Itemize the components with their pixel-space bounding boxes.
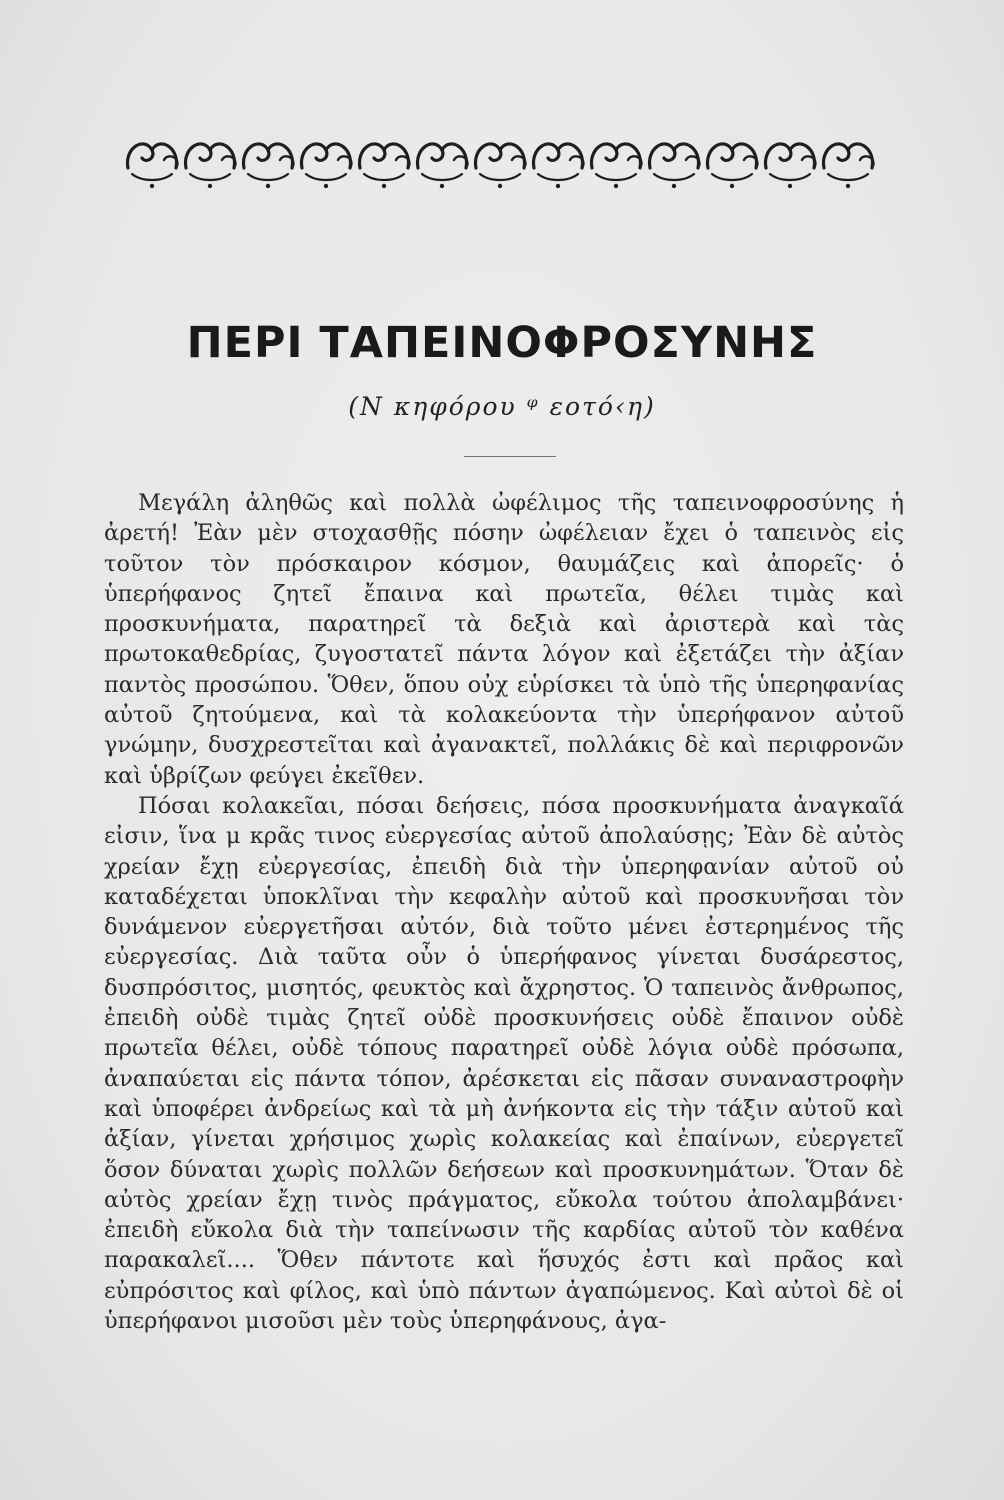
article-body (104, 488, 904, 1336)
body-paragraph-2: Πόσαι κολακεῖαι, πόσαι δεήσεις, πόσα προσκυνήματα ἀναγκαῖά εἰσιν, ἵνα μ κρᾶς τινος εὐεργεσίας αὐτοῦ ἀπολαύσῃς; Ἐὰν δὲ αὐτὸς χρείαν ἔχῃ εὐεργεσίας, ἐπειδὴ διὰ τὴν ὑπερηφανίαν αὐτοῦ οὐ καταδέχεται ὑποκλῖναι τὴν κεφαλὴν αὐτοῦ καὶ προσκυνῆσαι τὸν δυνάμενον εὐεργετῆσαι αὐτόν, διὰ τοῦτο μένει ἐστερημένος τῆς εὐεργεσίας. Διὰ ταῦτα οὖν ὁ ὑπερήφανος γίνεται δυσάρεστος, δυσπρόσιτος, μισητός, φευκτὸς καὶ ἄχρηστος. Ὁ ταπεινὸς ἄνθρωπος, ἐπειδὴ οὐδὲ τιμὰς ζητεῖ οὐδὲ προσκυνήσεις οὐδὲ ἔπαινον οὐδὲ πρωτεῖα θέλει, οὐδὲ τόπους παρατηρεῖ οὐδὲ λόγια οὐδὲ πρόσωπα, ἀναπαύεται εἰς πάντα τόπον, ἀρέσκεται εἰς πᾶσαν συναναστροφὴν καὶ ὑποφέρει ἀνδρείως καὶ τὰ μὴ ἀνήκοντα εἰς τὴν τάξιν αὐτοῦ καὶ ἀξίαν, γίνεται χρήσιμος χωρὶς κολακείας καὶ ἐπαίνων, εὐεργετεῖ ὅσον δύναται χωρὶς πολλῶν δεήσεων καὶ προσκυνημάτων. Ὅταν δὲ αὐτὸς χρείαν ἔχῃ τινὸς πράγματος, εὔκολα τούτου ἀπολαμβάνει· ἐπειδὴ εὔκολα διὰ τὴν ταπείνωσιν τῆς καρδίας αὐτοῦ τὸν καθένα παρακαλεῖ.... Ὅθεν πάντοτε καὶ ἥσυχός ἐστι καὶ πρᾶος καὶ εὐπρόσιτος καὶ φίλος, καὶ ὑπὸ πάντων ἀγαπώμενος. Καὶ αὐτοὶ δὲ οἱ ὑπερήφανοι μισοῦσι μὲν τοὺς ὑπερηφάνους, ἀγα- (104, 792, 904, 1335)
article-author: (Ν κηφόρου ᵠ εοτό‹η) (348, 392, 656, 421)
article-title: ΠΕΡΙ ΤΑΠΕΙΝΟΦΡΟΣΥΝΗΣ (186, 318, 818, 368)
body-paragraph-1: Μεγάλη ἀληθῶς καὶ πολλὰ ὠφέλιμος τῆς ταπεινοφροσύνης ἡ ἀρετή! Ἐὰν μὲν στοχασθῇς πόσην ὠφέλειαν ἔχει ὁ ταπεινὸς εἰς τοῦτον τὸν πρόσκαιρον κόσμον, θαυμάζεις καὶ ἀπορεῖς· ὁ ὑπερήφανος ζητεῖ ἔπαινα καὶ πρωτεῖα, θέλει τιμὰς καὶ προσκυνήματα, παρατηρεῖ τὰ δεξιὰ καὶ ἀριστερὰ καὶ τὰς πρωτοκαθεδρίας, ζυγοστατεῖ πάντα λόγον καὶ ἐξετάζει τὴν ἀξίαν παντὸς προσώπου. Ὅθεν, ὅπου οὐχ εὑρίσκει τὰ ὑπὸ τῆς ὑπερηφανίας αὐτοῦ ζητούμενα, καὶ τὰ κολακεύοντα τὴν ὑπερήφανον αὐτοῦ γνώμην, δυσχρεστεῖται καὶ ἀγανακτεῖ, πολλάκις δὲ καὶ περιφρονῶν καὶ ὑβρίζων φεύγει ἐκεῖθεν. (104, 490, 904, 789)
decorative-scroll-border (122, 128, 882, 192)
title-divider (464, 456, 556, 457)
